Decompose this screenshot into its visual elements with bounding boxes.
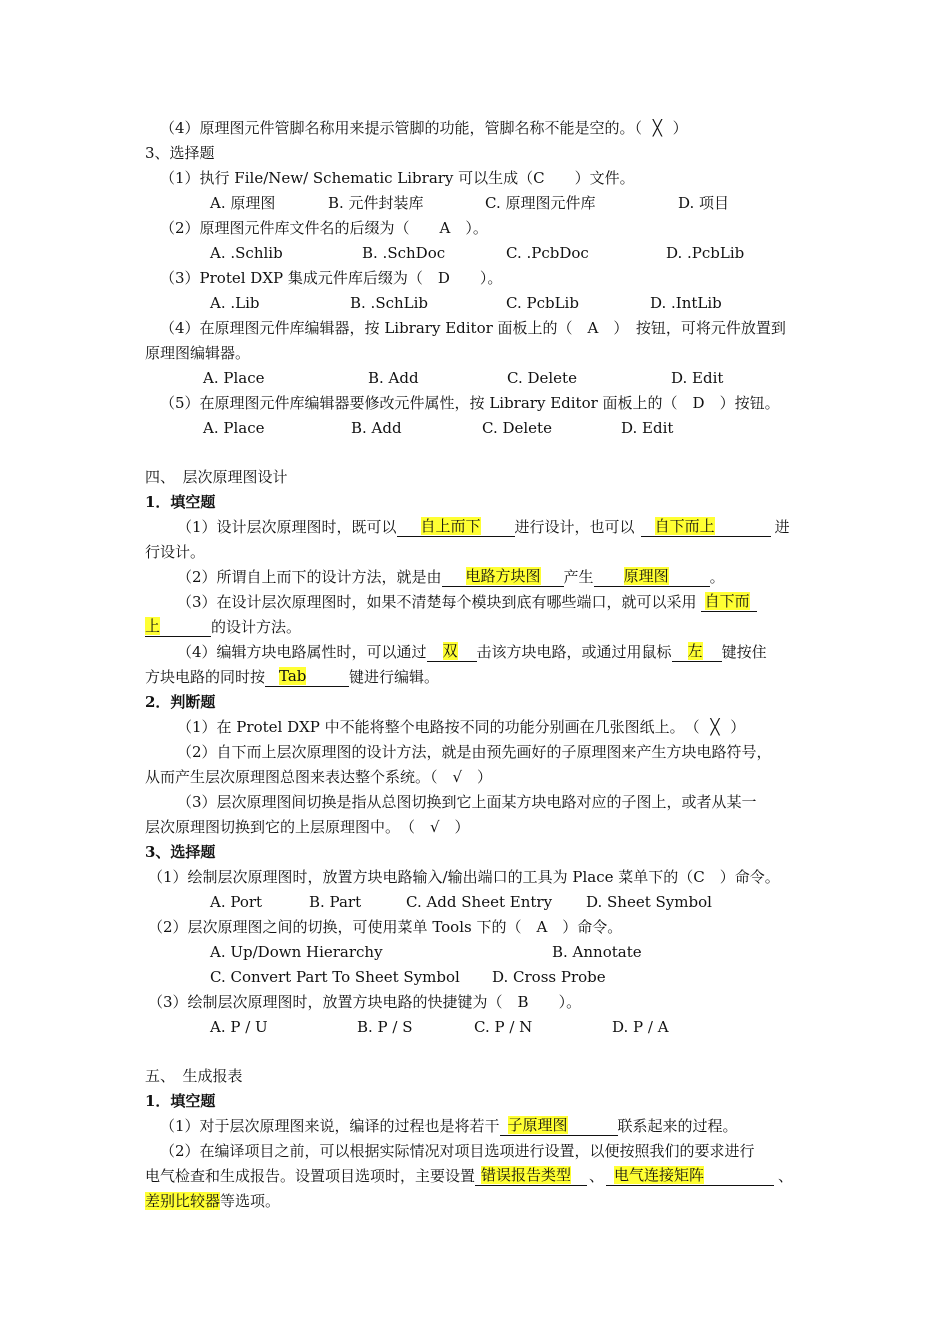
option: B. 元件封装库 [328,194,424,212]
fill-q4: （4）编辑方块电路属性时，可以通过 双 击该方块电路，或通过用鼠标 左 键按住 [177,642,767,661]
choice-q4-cont: 原理图编辑器。 [145,344,251,362]
option: C. Convert Part To Sheet Symbol [210,968,460,986]
choice-q1: （1）执行 File/New/ Schematic Library 可以生成（C ）文件。 [160,169,635,187]
section-title: 四、 层次原理图设计 [145,468,288,486]
judge-q3-cont: 层次原理图切换到它的上层原理图中。 （ √ ） [145,818,470,836]
option: D. Sheet Symbol [586,893,712,911]
option: B. Part [309,893,362,911]
judge-q1: （1）在 Protel DXP 中不能将整个电路按不同的功能分别画在几张图纸上。 （ ╳ ） [177,718,746,736]
fill-q1: （1）设计层次原理图时，既可以 自上而下 进行设计，也可以 自下而上 进 [177,517,790,536]
choice-q3: （3）绘制层次原理图时，放置方块电路的快捷键为（ B ）。 [148,993,582,1011]
option: C. Delete [507,369,577,387]
judge-q2: （2）自下而上层次原理图的设计方法，就是由预先画好的子原理图来产生方块电路符号， [177,743,772,761]
judge-q4: （4）原理图元件管脚名称用来提示管脚的功能，管脚名称不能是空的。（ ╳ ） [160,119,688,137]
option: A. Place [203,419,265,437]
option: C. 原理图元件库 [485,194,596,212]
fill-q2: （2）所谓自上而下的设计方法，就是由 电路方块图 产生 原理图 。 [177,567,725,586]
fill-q3-cont: 上 的设计方法。 [145,617,302,636]
answer: 差别比较器 [145,1192,221,1210]
option: C. P / N [474,1018,533,1036]
fill-q2: （2）在编译项目之前，可以根据实际情况对项目选项进行设置，以便按照我们的要求进行 [160,1142,755,1160]
option: B. Annotate [552,943,642,961]
answer: 自下而上 [654,517,715,535]
option: A. 原理图 [210,194,276,212]
answer: 自上而下 [420,517,481,535]
choice-q2: （2）层次原理图之间的切换，可使用菜单 Tools 下的（ A ）命令。 [148,918,623,936]
option: B. .SchDoc [362,244,446,262]
option: D. P / A [612,1018,669,1036]
answer: 子原理图 [507,1116,568,1134]
answer: 左 [687,642,703,660]
fill-q1-cont: 行设计。 [145,543,206,561]
choice-q3: （3）Protel DXP 集成元件库后缀为（ D ）。 [160,269,503,287]
judge-q3: （3）层次原理图间切换是指从总图切换到它上面某方块电路对应的子图上，或者从某一 [177,793,757,811]
option: B. Add [351,419,402,437]
fill-q3: （3）在设计层次原理图时，如果不清楚每个模块到底有哪些端口，就可以采用 自下而 [177,592,757,612]
answer: 电气连接矩阵 [614,1166,705,1184]
option: A. Port [210,893,263,911]
option: D. 项目 [678,194,730,212]
option: B. Add [368,369,419,387]
answer: 电路方块图 [465,567,541,585]
option: A. Up/Down Hierarchy [210,943,383,961]
fill-q2-cont: 电气检查和生成报告。设置项目选项时，主要设置 错误报告类型 、 电气连接矩阵 、 [145,1166,794,1185]
option: C. Add Sheet Entry [406,893,553,911]
answer: 自下而 [704,592,750,610]
fill-q2-cont2: 差别比较器等选项。 [145,1192,281,1210]
answer: 上 [145,617,161,635]
option: A. .Schlib [210,244,283,262]
fill-q1: （1）对于层次原理图来说，编译的过程也是将若干 子原理图 联系起来的过程。 [160,1116,738,1135]
option: C. .PcbDoc [506,244,589,262]
fill-q4-cont: 方块电路的同时按 Tab 键进行编辑。 [145,667,440,686]
option: D. Edit [621,419,674,437]
option: B. .SchLib [350,294,429,312]
choice-q2: （2）原理图元件库文件名的后缀为（ A ）。 [160,219,488,237]
option: A. .Lib [210,294,260,312]
answer: 双 [442,642,458,660]
option: D. .IntLib [650,294,722,312]
judge-heading: 2．判断题 [145,693,216,711]
judge-q2-cont: 从而产生层次原理图总图来表达整个系统。（ √ ） [145,768,493,786]
option: A. P / U [210,1018,268,1036]
option: D. Edit [671,369,724,387]
option: A. Place [203,369,265,387]
choice-q4: （4）在原理图元件库编辑器，按 Library Editor 面板上的（ A ） 按钮，可将元件放置到 [160,319,786,337]
option: D. Cross Probe [492,968,606,986]
option: B. P / S [357,1018,413,1036]
answer: Tab [279,667,307,685]
choice-heading: 3、选择题 [145,144,215,162]
answer: 错误报告类型 [481,1166,572,1184]
choice-heading: 3、选择题 [145,843,216,861]
answer: 原理图 [623,567,669,585]
cross-mark: ╳ [710,718,720,736]
fill-heading: 1．填空题 [145,493,216,511]
option: C. Delete [482,419,552,437]
choice-q1: （1）绘制层次原理图时，放置方块电路输入/输出端口的工具为 Place 菜单下的（C ）命令。 [148,868,780,886]
fill-heading: 1．填空题 [145,1092,216,1110]
cross-mark: ╳ [652,119,662,137]
option: D. .PcbLib [666,244,745,262]
section-title: 五、 生成报表 [145,1067,243,1085]
option: C. PcbLib [506,294,579,312]
choice-q5: （5）在原理图元件库编辑器要修改元件属性，按 Library Editor 面板上的（ D ）按钮。 [160,394,780,412]
